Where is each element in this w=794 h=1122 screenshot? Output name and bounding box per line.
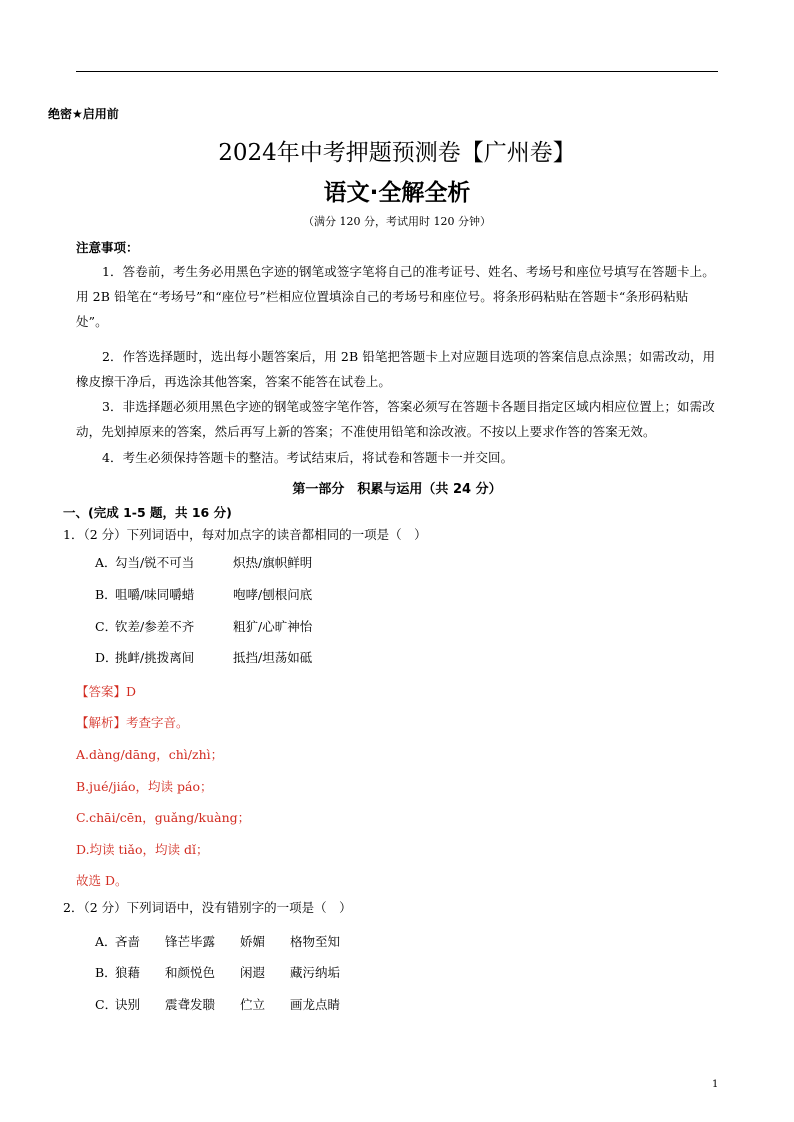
question-1-option-a: A．勾当/锐不可当 炽热/旗帜鲜明 xyxy=(95,555,313,570)
notice-item-1: 1．答卷前，考生务必用黑色字迹的钢笔或签字笔将自己的准考证号、姓名、考场号和座位号填写在答题卡上。用 2B 铅笔在“考场号”和“座位号”栏相应位置填涂自己的考场号和座位号。将条形码粘贴在答题卡“条形码粘贴处”。 xyxy=(76,264,715,329)
notice-item-2: 2．作答选择题时，选出每小题答案后，用 2B 铅笔把答题卡上对应题目选项的答案信息点涂黑；如需改动，用橡皮擦干净后，再选涂其他答案，答案不能答在试卷上。 xyxy=(76,349,716,389)
analysis-line-c: C.chāi/cēn，guǎng/kuàng； xyxy=(76,810,251,825)
question-2-option-b: B．狼藉 和颜悦色 闲遐 藏污纳垢 xyxy=(95,965,341,980)
section-heading: 一、(完成 1-5 题，共 16 分) xyxy=(63,505,232,520)
confidential-label: 绝密★启用前 xyxy=(48,107,119,121)
header-rule xyxy=(76,71,718,72)
question-1-option-b: B．咀嚼/味同嚼蜡 咆哮/刨根问底 xyxy=(95,587,313,602)
question-2-option-c: C．诀别 震聋发聩 伫立 画龙点睛 xyxy=(95,997,341,1012)
question-2-stem: 2．（2 分）下列词语中，没有错别字的一项是（ ） xyxy=(63,900,352,915)
analysis-line-d: D.均读 tiǎo，均读 dǐ； xyxy=(76,842,209,857)
notice-item-4: 4．考生必须保持答题卡的整洁。考试结束后，将试卷和答题卡一并交回。 xyxy=(102,450,514,465)
part-heading: 第一部分 积累与运用（共 24 分） xyxy=(292,482,502,497)
question-2-option-a: A．吝啬 锋芒毕露 娇媚 格物至知 xyxy=(95,934,341,949)
notice-item-3: 3．非选择题必须用黑色字迹的钢笔或签字笔作答，答案必须写在答题卡各题目指定区域内相应位置上；如需改动，先划掉原来的答案，然后再写上新的答案；不准使用铅笔和涂改液。不按以上要求作答的答案无效。 xyxy=(76,399,715,439)
question-1-analysis: 【解析】考查字音。 xyxy=(76,715,189,730)
exam-title: 2024年中考押题预测卷【广州卷】 xyxy=(218,140,576,166)
question-1-option-c: C．钦差/参差不齐 粗犷/心旷神怡 xyxy=(95,619,313,634)
analysis-conclusion: 故选 D。 xyxy=(76,873,128,888)
question-1-option-d: D．挑衅/挑拨离间 抵挡/坦荡如砥 xyxy=(95,650,313,665)
page-number: 1 xyxy=(712,1079,719,1090)
analysis-line-a: A.dàng/dāng，chì/zhì； xyxy=(76,747,224,762)
question-1-stem: 1．（2 分）下列词语中，每对加点字的读音都相同的一项是（ ） xyxy=(63,527,427,542)
analysis-line-b: B.jué/jiáo，均读 páo； xyxy=(76,779,213,794)
notice-heading: 注意事项： xyxy=(76,240,139,255)
exam-subtitle: 语文·全解全析 xyxy=(323,180,471,206)
score-note: （满分 120 分，考试用时 120 分钟） xyxy=(303,215,491,228)
question-1-answer: 【答案】D xyxy=(76,684,137,699)
